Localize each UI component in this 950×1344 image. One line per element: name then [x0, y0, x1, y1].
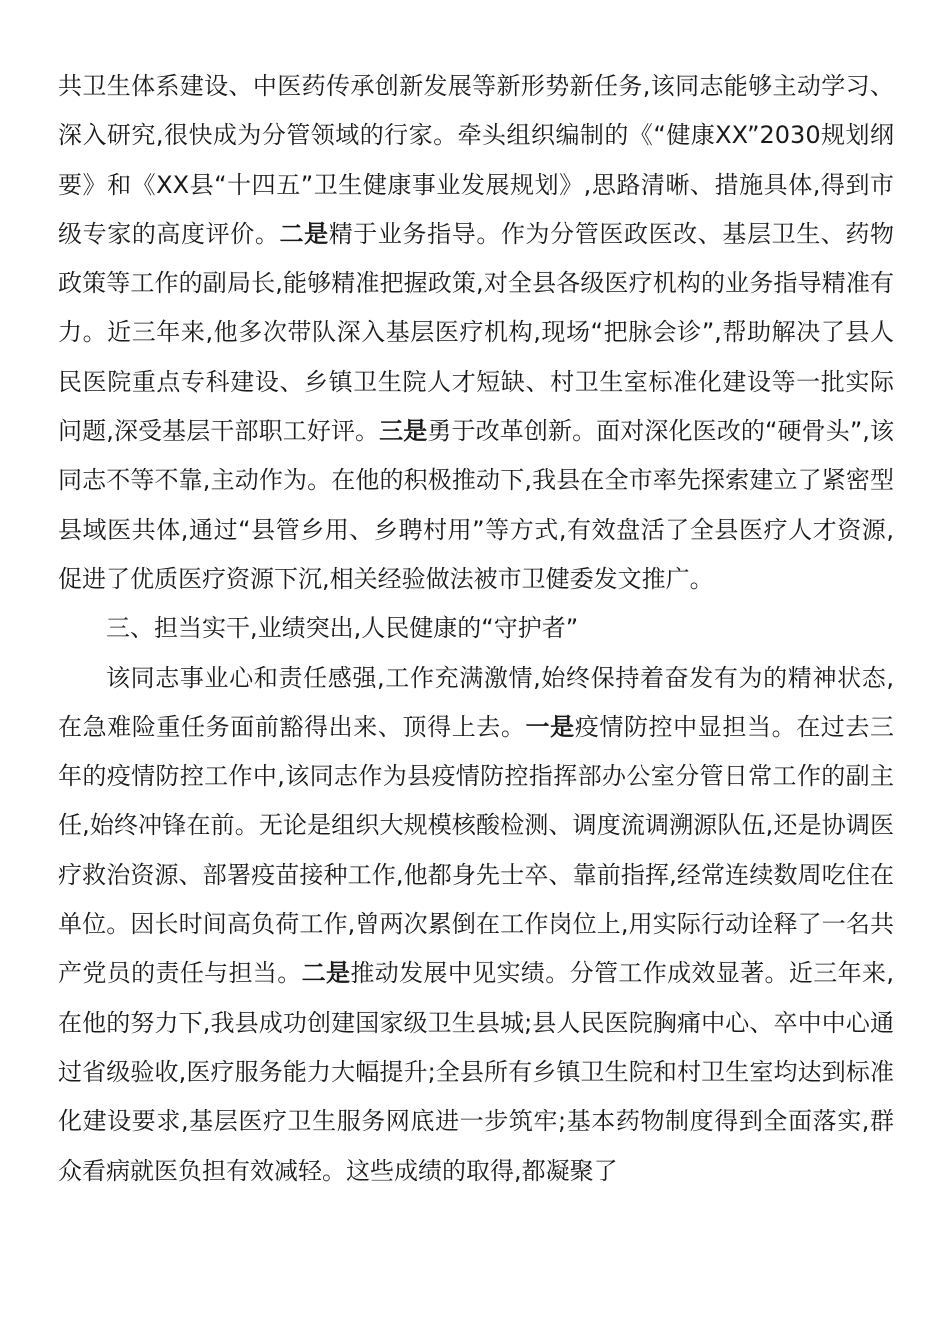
paragraph-text: 推动发展中见实绩。分管工作成效显著。近三年来,在他的努力下,我县成功创建国家级卫生县城;县人民医院胸痛中心、卒中中心通过省级验收,医疗服务能力大幅提升;全县所有乡镇卫生院和村卫生室均达到标准化建设要求,基层医疗卫生服务网底进一步筑牢;基本药物制度得到全面落实,群众看病就医负担有效减轻。这些成绩的取得,都凝聚了 — [58, 959, 894, 1185]
document-page — [58, 62, 894, 1196]
paragraph-text: 共卫生体系建设、中医药传承创新发展等新形势新任务,该同志能够主动学习、深入研究,很快成为分管领域的行家。牵头组织编制的《“健康XX”2030规划纲要》和《XX县“十四五”卫生健康事业发展规划》,思路清晰、措施具体,得到市级专家的高度评价。 — [58, 72, 894, 248]
paragraph-text: 疫情防控中显担当。在过去三年的疫情防控工作中,该同志作为县疫情防控指挥部办公室分管日常工作的副主任,始终冲锋在前。无论是组织大规模核酸检测、调度流调溯源队伍,还是协调医疗救治资源、部署疫苗接种工作,他都身先士卒、靠前指挥,经常连续数周吃住在单位。因长时间高负荷工作,曾两次累倒在工作岗位上,用实际行动诠释了一名共产党员的责任与担当。 — [58, 712, 895, 988]
bold-lead-san-shi: 三是 — [379, 417, 428, 446]
section-heading-3 — [58, 604, 894, 653]
paragraph-text: 勇于改革创新。面对深化医改的“硬骨头”,该同志不等不靠,主动作为。在他的积极推动下,我县在全市率先探索建立了紧密型县域医共体,通过“县管乡用、乡聘村用”等方式,有效盘活了全县医疗人才资源,促进了优质医疗资源下沉,相关经验做法被市卫健委发文推广。 — [58, 417, 894, 593]
paragraph-text: 精于业务指导。作为分管医政医改、基层卫生、药物政策等工作的副局长,能够精准把握政策,对全县各级医疗机构的业务指导精准有力。近三年来,他多次带队深入基层医疗机构,现场“把脉会诊”,帮助解决了县人民医院重点专科建设、乡镇卫生院人才短缺、村卫生室标准化建设等一批实际问题,深受基层干部职工好评。 — [58, 219, 895, 446]
bold-lead-er-shi: 二是 — [279, 219, 329, 248]
section-heading-text: 三、担当实干,业绩突出,人民健康的“守护者” — [106, 614, 579, 643]
bold-lead-er-shi: 二是 — [301, 959, 351, 988]
paragraph-body-2 — [58, 654, 894, 1196]
paragraph-body-1 — [58, 62, 894, 604]
paragraph-text: 该同志事业心和责任感强,工作充满激情,始终保持着奋发有为的精神状态,在急难险重任务面前豁得出来、顶得上去。 — [58, 663, 894, 741]
bold-lead-yi-shi: 一是 — [525, 712, 575, 741]
